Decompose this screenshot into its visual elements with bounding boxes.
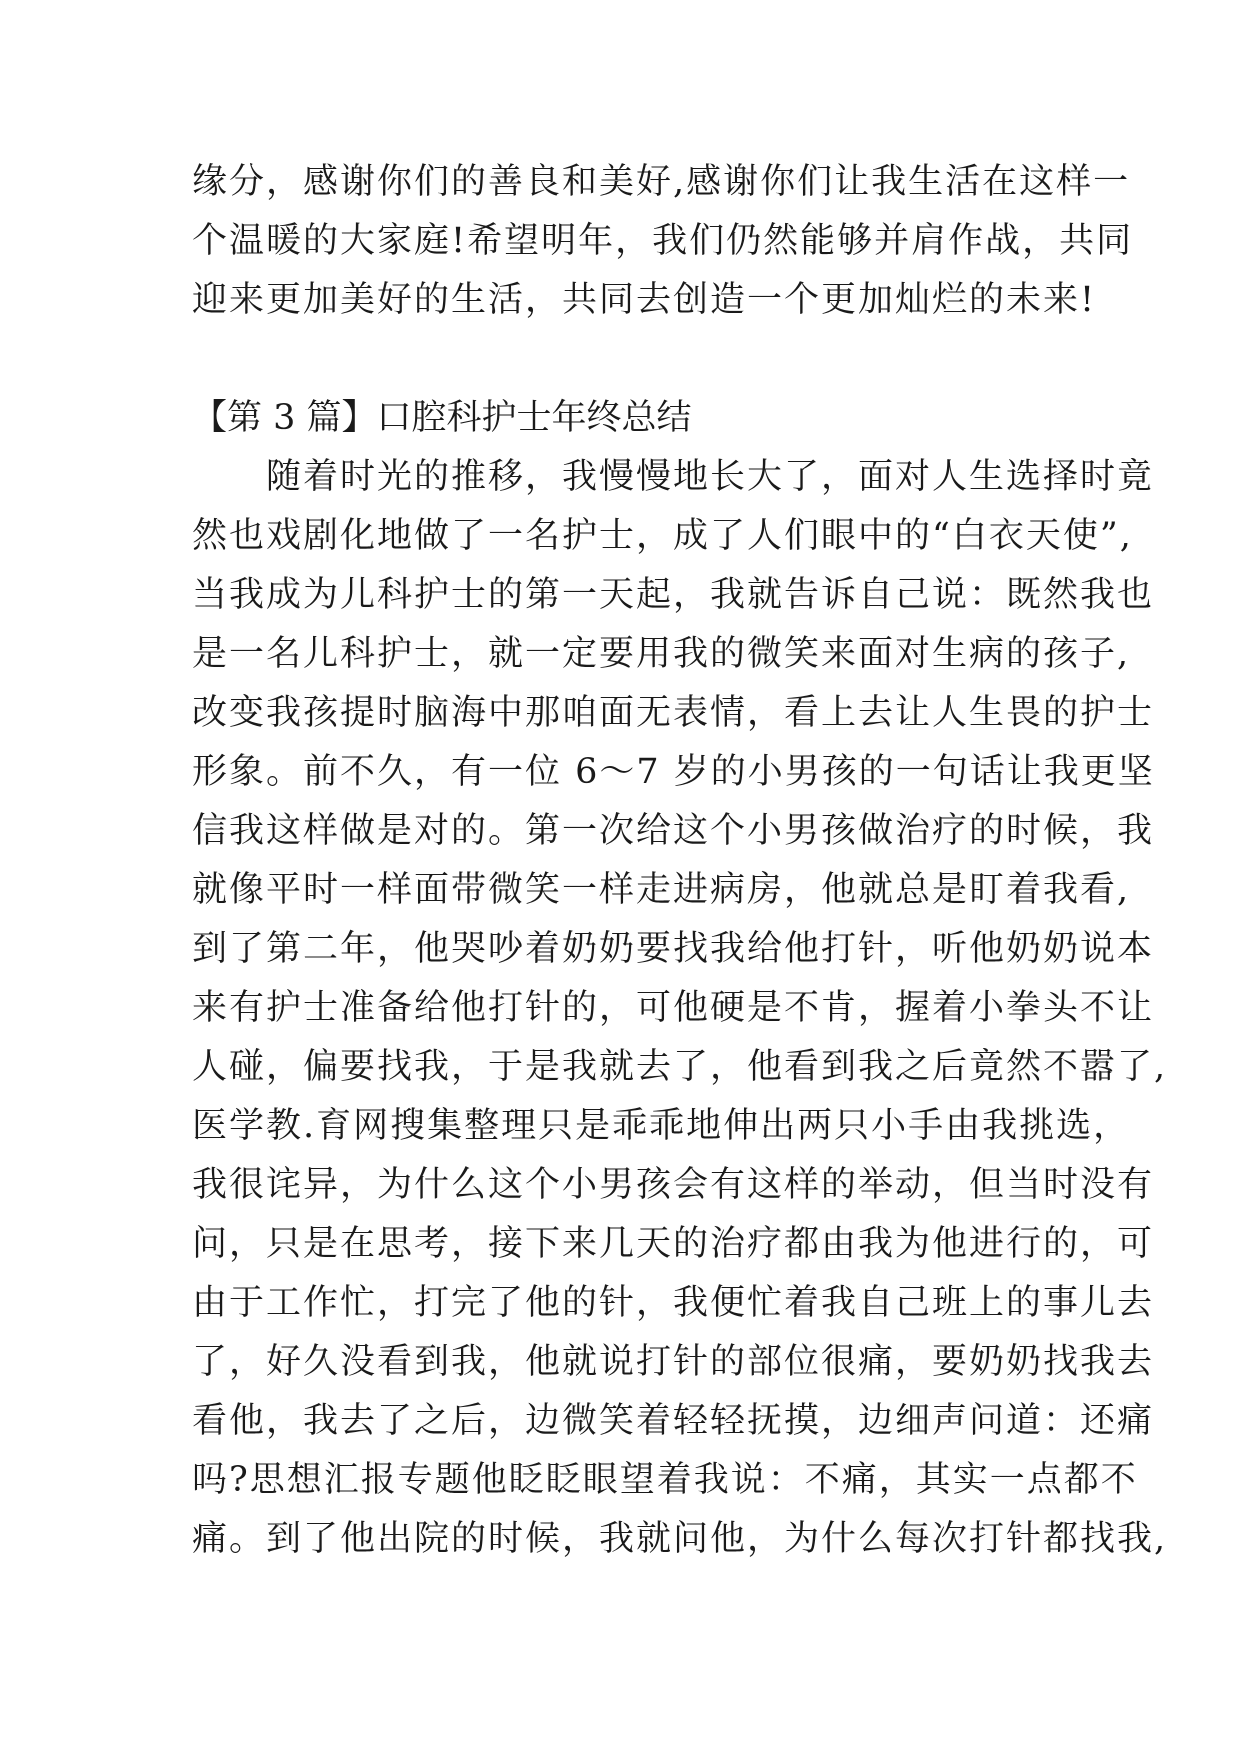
paragraph-line: 缘分，感谢你们的善良和美好,感谢你们让我生活在这样一 bbox=[192, 162, 1131, 202]
paragraph-line: 吗?思想汇报专题他眨眨眼望着我说：不痛，其实一点都不 bbox=[192, 1460, 1138, 1500]
paragraph-line: 痛。到了他出院的时候，我就问他，为什么每次打针都找我, bbox=[192, 1519, 1168, 1559]
paragraph-line: 我很诧异，为什么这个小男孩会有这样的举动，但当时没有 bbox=[192, 1165, 1155, 1205]
paragraph-line: 了，好久没看到我，他就说打针的部位很痛，要奶奶找我去 bbox=[192, 1342, 1155, 1382]
paragraph-line: 问，只是在思考，接下来几天的治疗都由我为他进行的，可 bbox=[192, 1224, 1155, 1264]
section-title: 【第 3 篇】口腔科护士年终总结 bbox=[192, 398, 692, 438]
paragraph-line: 医学教.育网搜集整理只是乖乖地伸出两只小手由我挑选， bbox=[192, 1106, 1131, 1146]
paragraph-line: 当我成为儿科护士的第一天起，我就告诉自己说：既然我也 bbox=[192, 575, 1155, 615]
paragraph-line: 信我这样做是对的。第一次给这个小男孩做治疗的时候，我 bbox=[192, 811, 1155, 851]
paragraph-line: 看他，我去了之后，边微笑着轻轻抚摸，边细声问道：还痛 bbox=[192, 1401, 1155, 1441]
paragraph-line: 形象。前不久，有一位 6～7 岁的小男孩的一句话让我更坚 bbox=[192, 752, 1155, 792]
paragraph-line: 由于工作忙，打完了他的针，我便忙着我自己班上的事儿去 bbox=[192, 1283, 1155, 1323]
paragraph-line: 人碰，偏要找我，于是我就去了，他看到我之后竟然不嚣了, bbox=[192, 1047, 1168, 1087]
paragraph-line: 到了第二年，他哭吵着奶奶要找我给他打针，听他奶奶说本 bbox=[192, 929, 1155, 969]
paragraph-line: 是一名儿科护士，就一定要用我的微笑来面对生病的孩子, bbox=[192, 634, 1131, 674]
paragraph-line: 来有护士准备给他打针的，可他硬是不肯，握着小拳头不让 bbox=[192, 988, 1155, 1028]
paragraph-line: 迎来更加美好的生活，共同去创造一个更加灿烂的未来! bbox=[192, 280, 1097, 320]
paragraph-line: 然也戏剧化地做了一名护士，成了人们眼中的“白衣天使”, bbox=[192, 516, 1133, 556]
paragraph-line: 个温暖的大家庭!希望明年，我们仍然能够并肩作战，共同 bbox=[192, 221, 1134, 261]
paragraph-line: 就像平时一样面带微笑一样走进病房，他就总是盯着我看, bbox=[192, 870, 1131, 910]
paragraph-line: 随着时光的推移，我慢慢地长大了，面对人生选择时竟 bbox=[192, 457, 1155, 497]
paragraph-line: 改变我孩提时脑海中那咱面无表情，看上去让人生畏的护士 bbox=[192, 693, 1155, 733]
